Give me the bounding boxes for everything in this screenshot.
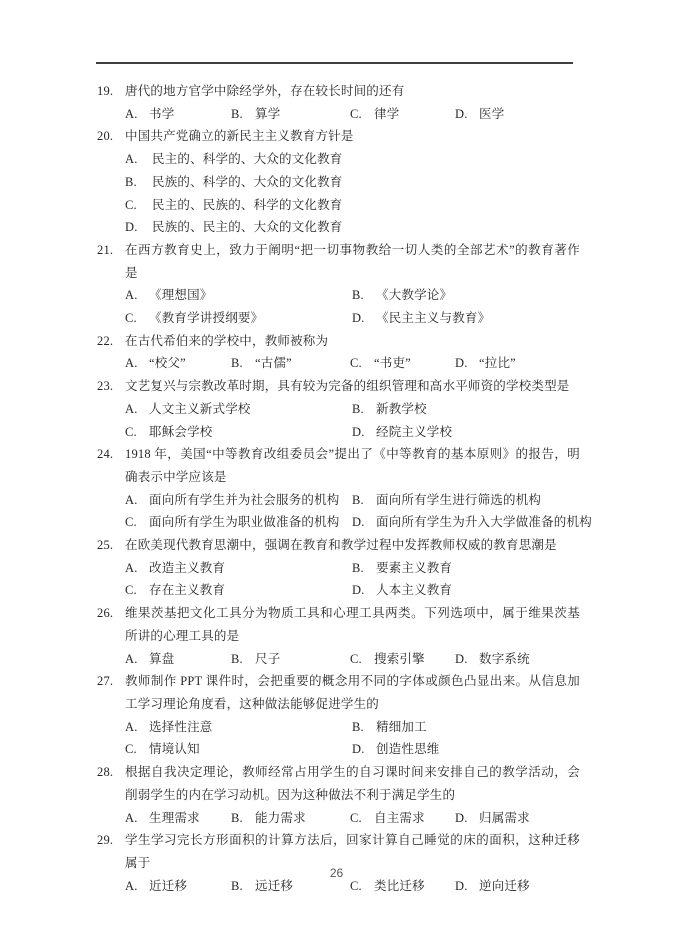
- option-b-text: 《大教学论》: [376, 288, 453, 303]
- option-a-text: 选择性注意: [149, 719, 213, 734]
- option-d-text: 面向所有学生为升入大学做准备的机构: [376, 515, 592, 530]
- option-d-label: D.: [352, 311, 365, 326]
- option-d-label: D.: [352, 424, 365, 439]
- question-stem: [97, 125, 580, 148]
- options-grid: [97, 716, 580, 761]
- option-a-label: A.: [125, 810, 138, 825]
- option-a-label: A.: [125, 878, 138, 893]
- option-c-text: 《教育学讲授纲要》: [149, 311, 264, 326]
- option-d-text: 数字系统: [479, 651, 530, 666]
- question-stem-text: 维果茨基把文化工具分为物质工具和心理工具两类。下列选项中，属于维果茨基所讲的心理工具的是: [125, 606, 580, 643]
- question-stem-text: 教师制作 PPT 课件时，会把重要的概念用不同的字体或颜色凸显出来。从信息加工学习理论角度看，这种做法能够促进学生的: [125, 674, 580, 711]
- option-c-label: C.: [350, 810, 362, 825]
- option-d-label: D.: [352, 742, 365, 757]
- option-b-label: B.: [231, 651, 243, 666]
- question-stem: [97, 239, 580, 284]
- option-b: [352, 398, 580, 421]
- option-a: [125, 103, 231, 126]
- option-a-text: 人文主义新式学校: [149, 401, 251, 416]
- question-stem: [97, 443, 580, 488]
- option-c-label: C.: [350, 356, 362, 371]
- option-c: [350, 648, 455, 671]
- option-a-label: A.: [125, 492, 138, 507]
- option-c-label: C.: [350, 106, 362, 121]
- option-b-label: B.: [352, 719, 364, 734]
- question-number: 23.: [97, 379, 114, 394]
- questions-area: [97, 80, 592, 897]
- option-a: [125, 648, 231, 671]
- question-27: [97, 670, 580, 761]
- option-d-text: 创造性思维: [376, 742, 440, 757]
- question-25: [97, 534, 580, 602]
- option-c: [125, 511, 352, 534]
- option-d-label: D.: [455, 651, 468, 666]
- option-a-label: A.: [125, 560, 138, 575]
- question-22: [97, 330, 580, 375]
- question-stem: [97, 761, 580, 806]
- question-stem: [97, 602, 580, 647]
- question-number: 24.: [97, 447, 114, 462]
- question-number: 28.: [97, 765, 114, 780]
- option-c-label: C.: [125, 311, 137, 326]
- option-a-text: 近迁移: [149, 878, 188, 893]
- question-stem: [97, 375, 580, 398]
- question-stem: [97, 330, 580, 353]
- option-b: [231, 648, 350, 671]
- option-c-label: C.: [125, 515, 137, 530]
- options-grid: [97, 284, 580, 329]
- question-stem: [97, 80, 580, 103]
- option-d-text: 经院主义学校: [376, 424, 453, 439]
- question-stem-text: 1918 年，美国“中等教育改组委员会”提出了《中等教育的基本原则》的报告，明确表示中学应该是: [125, 447, 580, 484]
- option-b-label: B.: [231, 356, 243, 371]
- question-stem-text: 在古代希伯来的学校中，教师被称为: [125, 333, 329, 348]
- option-b-label: B.: [352, 560, 364, 575]
- option-c-label: C.: [350, 651, 362, 666]
- option-a: [125, 352, 231, 375]
- question-19: [97, 80, 580, 125]
- option-b-text: “古儒”: [255, 356, 292, 371]
- option-b-text: 远迁移: [255, 878, 294, 893]
- question-20: [97, 125, 580, 239]
- option-a: [125, 148, 580, 171]
- option-c-text: 搜索引擎: [374, 651, 425, 666]
- options-list: [97, 148, 580, 239]
- question-stem: [97, 670, 580, 715]
- option-d-text: 人本主义教育: [376, 583, 453, 598]
- option-c: [125, 421, 352, 444]
- option-d-label: D.: [352, 515, 365, 530]
- question-stem-text: 在欧美现代教育思潮中，强调在教育和教学过程中发挥教师权威的教育思潮是: [125, 538, 557, 553]
- option-a: [125, 489, 352, 512]
- question-number: 20.: [97, 129, 114, 144]
- option-d: [455, 352, 580, 375]
- option-b-text: 精细加工: [376, 719, 427, 734]
- option-c: [350, 103, 455, 126]
- question-number: 29.: [97, 833, 114, 848]
- options-grid: [97, 557, 580, 602]
- option-c: [125, 738, 352, 761]
- question-21: [97, 239, 580, 330]
- option-b: [125, 171, 580, 194]
- question-number: 19.: [97, 84, 114, 98]
- option-b-label: B.: [352, 492, 364, 507]
- option-b: [352, 716, 580, 739]
- option-b-label: B.: [231, 810, 243, 825]
- option-b: [231, 103, 350, 126]
- options-row: [97, 352, 580, 375]
- option-a: [125, 807, 231, 830]
- option-b-text: 新教学校: [376, 401, 427, 416]
- question-number: 22.: [97, 333, 114, 348]
- option-a-label: A.: [125, 106, 138, 121]
- question-stem-text: 学生学习完长方形面积的计算方法后，回家计算自己睡觉的床的面积，这种迁移属于: [125, 833, 580, 870]
- options-grid: [97, 398, 580, 443]
- option-a-text: 《理想国》: [149, 288, 213, 303]
- option-a-text: 生理需求: [149, 810, 200, 825]
- option-a-text: 面向所有学生并为社会服务的机构: [149, 492, 340, 507]
- option-b-text: 民族的、科学的、大众的文化教育: [152, 174, 343, 189]
- question-stem-text: 唐代的地方官学中除经学外，存在较长时间的还有: [125, 84, 405, 98]
- option-b: [231, 807, 350, 830]
- option-b: [352, 557, 580, 580]
- option-d: [352, 738, 580, 761]
- option-d-text: 《民主主义与教育》: [376, 311, 491, 326]
- option-d-text: “拉比”: [479, 356, 516, 371]
- option-b-text: 要素主义教育: [376, 560, 453, 575]
- page-number: 26: [329, 866, 344, 880]
- option-c-text: 自主需求: [374, 810, 425, 825]
- option-a: [125, 284, 352, 307]
- option-b-label: B.: [231, 878, 243, 893]
- options-grid: [97, 489, 592, 534]
- option-d: [352, 307, 580, 330]
- option-a: [125, 398, 352, 421]
- question-24: [97, 443, 592, 534]
- question-number: 21.: [97, 242, 114, 257]
- option-a-label: A.: [125, 651, 138, 666]
- option-c-text: “书吏”: [374, 356, 411, 371]
- question-number: 27.: [97, 674, 114, 689]
- option-b-text: 面向所有学生进行筛选的机构: [376, 492, 542, 507]
- option-d: [125, 216, 580, 239]
- option-c: [125, 307, 352, 330]
- option-c-label: C.: [125, 742, 137, 757]
- question-stem-text: 中国共产党确立的新民主主义教育方针是: [125, 129, 354, 144]
- option-c-text: 耶稣会学校: [149, 424, 213, 439]
- option-a: [125, 716, 352, 739]
- option-b-label: B.: [352, 288, 364, 303]
- option-b-text: 能力需求: [255, 810, 306, 825]
- option-b-label: B.: [231, 106, 243, 121]
- option-a-label: A.: [125, 288, 138, 303]
- question-number: 26.: [97, 606, 114, 621]
- option-b: [352, 489, 592, 512]
- option-b-label: B.: [125, 174, 137, 189]
- option-a-text: 算盘: [149, 651, 175, 666]
- option-a-text: 书学: [149, 106, 175, 121]
- option-c-label: C.: [125, 583, 137, 598]
- option-c-label: C.: [125, 197, 137, 212]
- option-d: [455, 807, 580, 830]
- option-d-label: D.: [125, 220, 138, 235]
- option-d: [352, 579, 580, 602]
- option-b-label: B.: [352, 401, 364, 416]
- option-a-label: A.: [125, 356, 138, 371]
- option-d-text: 民族的、民主的、大众的文化教育: [152, 220, 343, 235]
- question-number: 25.: [97, 538, 114, 553]
- question-26: [97, 602, 580, 670]
- option-c-label: C.: [350, 878, 362, 893]
- option-d-label: D.: [352, 583, 365, 598]
- question-stem-text: 文艺复兴与宗教改革时期，具有较为完备的组织管理和高水平师资的学校类型是: [125, 379, 570, 394]
- question-stem: [97, 534, 580, 557]
- option-a-label: A.: [125, 401, 138, 416]
- option-d-label: D.: [455, 810, 468, 825]
- option-a-label: A.: [125, 152, 138, 167]
- option-c-label: C.: [125, 424, 137, 439]
- option-c-text: 律学: [374, 106, 400, 121]
- option-c-text: 面向所有学生为职业做准备的机构: [149, 515, 340, 530]
- option-a-text: 民主的、科学的、大众的文化教育: [152, 152, 343, 167]
- option-c: [125, 579, 352, 602]
- option-a: [125, 557, 352, 580]
- option-d: [455, 648, 580, 671]
- question-stem-text: 在西方教育史上，致力于阐明“把一切事物教给一切人类的全部艺术”的教育著作是: [125, 242, 580, 280]
- option-b: [352, 284, 580, 307]
- header-divider: [96, 62, 573, 64]
- option-a-text: “校父”: [149, 356, 186, 371]
- option-c-text: 存在主义教育: [149, 583, 226, 598]
- option-b: [231, 352, 350, 375]
- option-d-text: 医学: [479, 106, 505, 121]
- option-d-label: D.: [455, 106, 468, 121]
- options-row: [97, 103, 580, 126]
- option-b-text: 算学: [255, 106, 281, 121]
- option-a-text: 改造主义教育: [149, 560, 226, 575]
- question-23: [97, 375, 580, 443]
- option-d-text: 逆向迁移: [479, 878, 530, 893]
- option-c: [350, 352, 455, 375]
- question-stem-text: 根据自我决定理论，教师经常占用学生的自习课时间来安排自己的教学活动，会削弱学生的内在学习动机。因为这种做法不利于满足学生的: [125, 765, 580, 802]
- option-c-text: 民主的、民族的、科学的文化教育: [152, 197, 343, 212]
- option-d: [352, 511, 592, 534]
- option-a-label: A.: [125, 719, 138, 734]
- option-d: [455, 103, 580, 126]
- option-c-text: 情境认知: [149, 742, 200, 757]
- options-row: [97, 648, 580, 671]
- question-28: [97, 761, 580, 829]
- option-d: [352, 421, 580, 444]
- option-c: [125, 194, 580, 217]
- option-d-text: 归属需求: [479, 810, 530, 825]
- option-c: [350, 807, 455, 830]
- option-d-label: D.: [455, 878, 468, 893]
- option-b-text: 尺子: [255, 651, 281, 666]
- option-d-label: D.: [455, 356, 468, 371]
- options-row: [97, 807, 580, 830]
- option-c-text: 类比迁移: [374, 878, 425, 893]
